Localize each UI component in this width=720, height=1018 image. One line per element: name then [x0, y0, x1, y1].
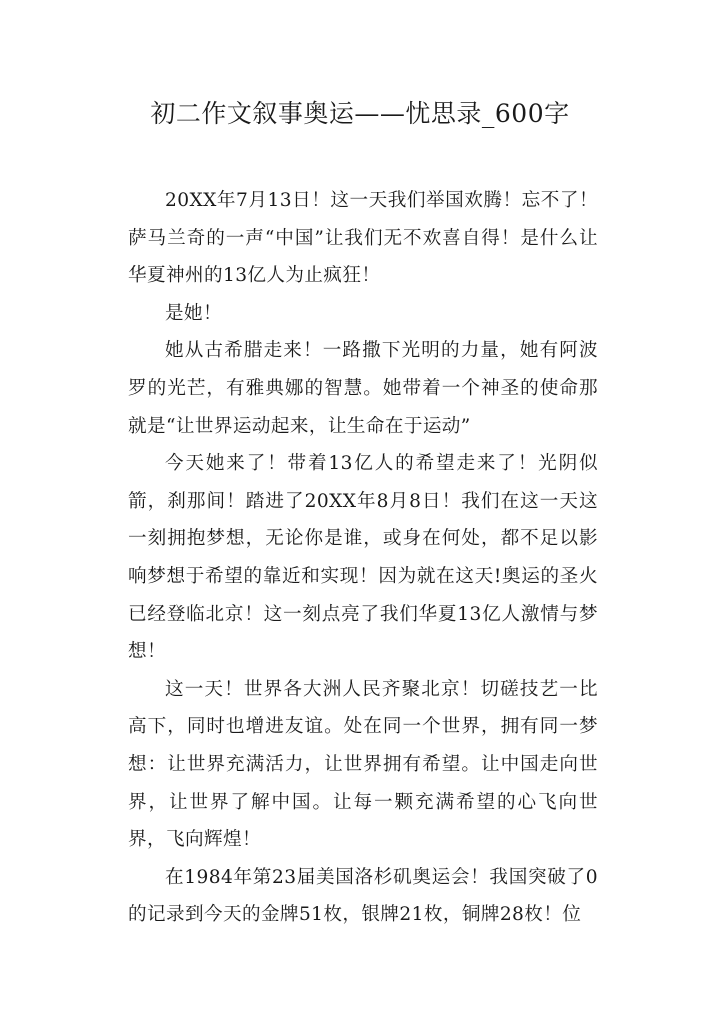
- document-title: 初二作文叙事奥运——忧思录_600字: [150, 99, 570, 128]
- paragraph: 她从古希腊走来！一路撒下光明的力量，她有阿波罗的光芒，有雅典娜的智慧。她带着一个神圣的使命那就是“让世界运动起来，让生命在于运动”: [128, 340, 598, 437]
- paragraph: 这一天！世界各大洲人民齐聚北京！切磋技艺一比高下，同时也增进友谊。处在同一个世界，拥有同一梦想：让世界充满活力，让世界拥有希望。让中国走向世界，让世界了解中国。让每一颗充满希望的心飞向世界，飞向辉煌！: [128, 678, 598, 851]
- paragraph: 20XX年7月13日！这一天我们举国欢腾！忘不了！萨马兰奇的一声“中国”让我们无不欢喜自得！是什么让华夏神州的13亿人为止疯狂！: [128, 190, 598, 287]
- paragraph: 是她！: [165, 302, 222, 324]
- paragraph: 今天她来了！带着13亿人的希望走来了！光阴似箭，刹那间！踏进了20XX年8月8日！我们在这一天这一刻拥抱梦想，无论你是谁，或身在何处，都不足以影响梦想于希望的靠近和实现！因为就在这天!奥运的圣火已经登临北京！这一刻点亮了我们华夏13亿人激情与梦想！: [128, 453, 598, 663]
- document-body: [128, 182, 598, 934]
- paragraph: 在1984年第23届美国洛杉矶奥运会！我国突破了0的记录到今天的金牌51枚，银牌21枚，铜牌28枚！位: [128, 866, 598, 926]
